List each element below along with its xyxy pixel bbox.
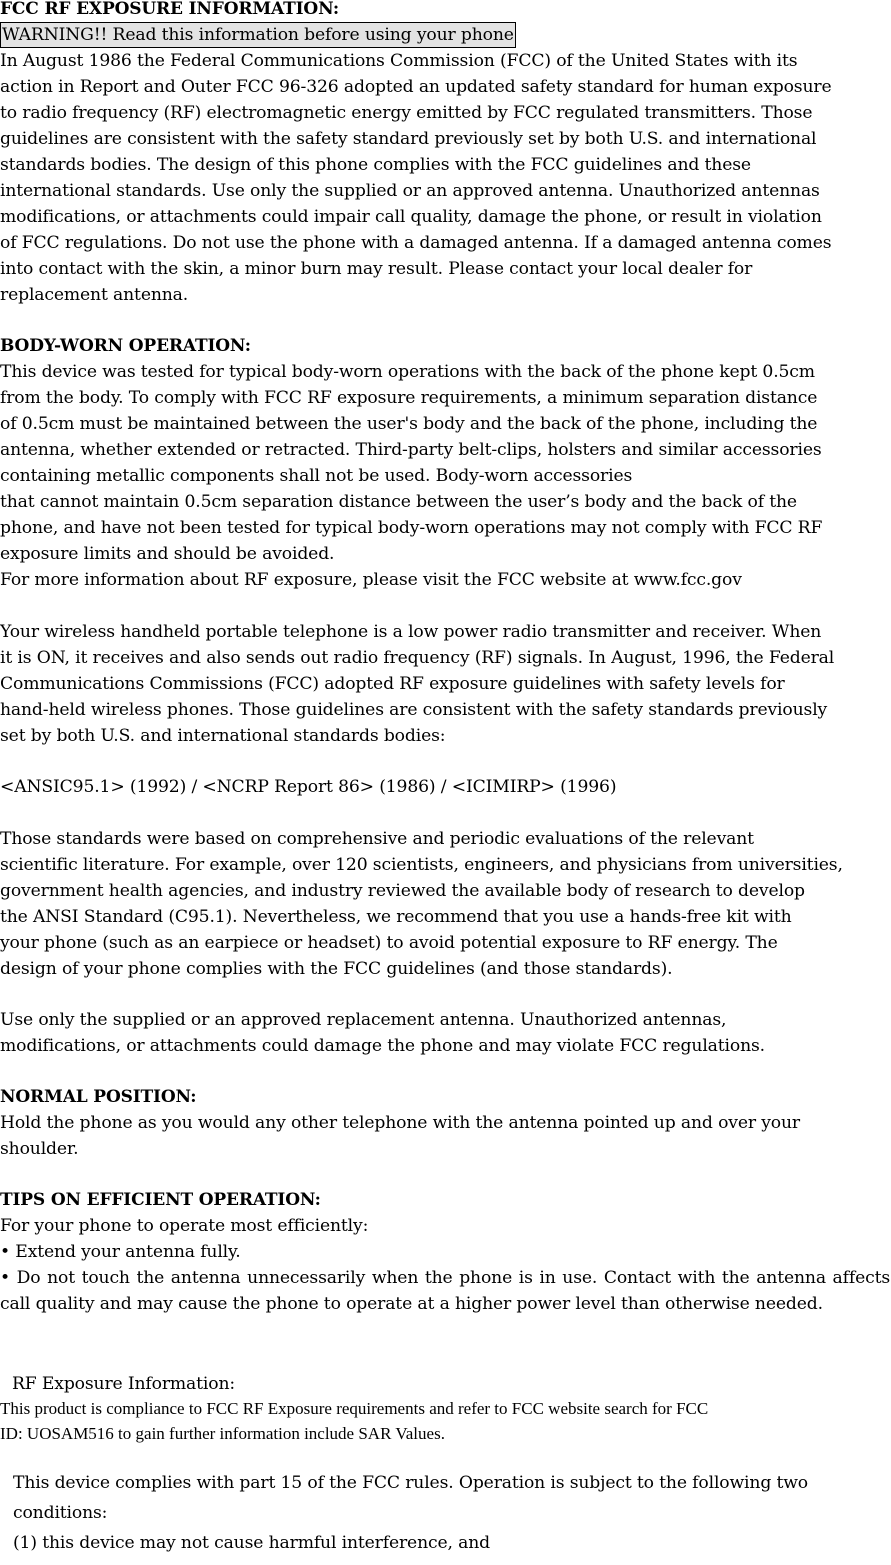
intro-line: of FCC regulations. Do not use the phone with a damaged antenna. If a damaged antenna comes <box>0 233 832 253</box>
tips-heading: TIPS ON EFFICIENT OPERATION: <box>0 1190 321 1210</box>
body-worn-line: phone, and have not been tested for typical body-worn operations may not comply with FCC RF <box>0 518 823 538</box>
standards-line: <ANSIC95.1> (1992) / <NCRP Report 86> (1986) / <ICIMIRP> (1996) <box>0 777 617 797</box>
rf-info-line: This product is compliance to FCC RF Exposure requirements and refer to FCC website search for FCC <box>0 1399 709 1418</box>
tips-bullet: • Extend your antenna fully. <box>0 1242 241 1262</box>
fcc-website-line: For more information about RF exposure, please visit the FCC website at www.fcc.gov <box>0 570 742 590</box>
standards-based-line: your phone (such as an earpiece or headset) to avoid potential exposure to RF energy. The <box>0 933 778 953</box>
body-worn-line: exposure limits and should be avoided. <box>0 544 335 564</box>
standards-based-line: the ANSI Standard (C95.1). Nevertheless, we recommend that you use a hands-free kit with <box>0 907 792 927</box>
body-worn-line: that cannot maintain 0.5cm separation distance between the user’s body and the back of the <box>0 492 797 512</box>
body-worn-line: of 0.5cm must be maintained between the user's body and the back of the phone, including the <box>0 414 818 434</box>
part15-line: (1) this device may not cause harmful interference, and <box>13 1533 490 1553</box>
wireless-line: Communications Commissions (FCC) adopted RF exposure guidelines with safety levels for <box>0 674 785 694</box>
intro-line: guidelines are consistent with the safety standard previously set by both U.S. and international <box>0 129 817 149</box>
normal-position-line: Hold the phone as you would any other telephone with the antenna pointed up and over your <box>0 1113 800 1133</box>
standards-based-line: design of your phone complies with the FCC guidelines (and those standards). <box>0 959 673 979</box>
part15-line: conditions: <box>13 1503 108 1523</box>
warning-box: WARNING!! Read this information before using your phone <box>0 22 516 48</box>
standards-based-line: government health agencies, and industry reviewed the available body of research to develop <box>0 881 805 901</box>
tips-intro: For your phone to operate most efficiently: <box>0 1216 369 1236</box>
body-worn-line: containing metallic components shall not be used. Body-worn accessories <box>0 466 633 486</box>
intro-line: standards bodies. The design of this phone complies with the FCC guidelines and these <box>0 155 751 175</box>
wireless-line: Your wireless handheld portable telephone is a low power radio transmitter and receiver. When <box>0 622 822 642</box>
intro-line: to radio frequency (RF) electromagnetic energy emitted by FCC regulated transmitters. Those <box>0 103 813 123</box>
fcc-heading: FCC RF EXPOSURE INFORMATION: <box>0 0 340 19</box>
tips-bullet: • Do not touch the antenna unnecessarily when the phone is in use. Contact with the antenna affects call quality and may cause the phone to operate at a higher power level than otherwise needed. <box>0 1268 890 1314</box>
standards-based-line: Those standards were based on comprehensive and periodic evaluations of the relevant <box>0 829 754 849</box>
normal-position-heading: NORMAL POSITION: <box>0 1087 197 1107</box>
standards-based-line: scientific literature. For example, over 120 scientists, engineers, and physicians from universities, <box>0 855 843 875</box>
rf-info-title: RF Exposure Information: <box>12 1374 236 1394</box>
intro-line: action in Report and Outer FCC 96-326 adopted an updated safety standard for human exposure <box>0 77 832 97</box>
wireless-line: it is ON, it receives and also sends out radio frequency (RF) signals. In August, 1996, the Federal <box>0 648 835 668</box>
warning-line <box>0 22 516 48</box>
intro-line: international standards. Use only the supplied or an approved antenna. Unauthorized antennas <box>0 181 820 201</box>
body-worn-heading: BODY-WORN OPERATION: <box>0 336 251 356</box>
intro-line: modifications, or attachments could impair call quality, damage the phone, or result in violation <box>0 207 822 227</box>
body-worn-line: from the body. To comply with FCC RF exposure requirements, a minimum separation distance <box>0 388 818 408</box>
wireless-line: set by both U.S. and international standards bodies: <box>0 726 446 746</box>
intro-line: replacement antenna. <box>0 285 189 305</box>
use-only-line: modifications, or attachments could damage the phone and may violate FCC regulations. <box>0 1036 765 1056</box>
intro-line: In August 1986 the Federal Communications Commission (FCC) of the United States with its <box>0 51 798 71</box>
part15-line: This device complies with part 15 of the FCC rules. Operation is subject to the following two <box>13 1473 808 1493</box>
use-only-line: Use only the supplied or an approved replacement antenna. Unauthorized antennas, <box>0 1010 727 1030</box>
intro-line: into contact with the skin, a minor burn may result. Please contact your local dealer for <box>0 259 753 279</box>
rf-info-line: ID: UOSAM516 to gain further information include SAR Values. <box>0 1424 445 1443</box>
body-worn-line: This device was tested for typical body-worn operations with the back of the phone kept 0.5cm <box>0 362 815 382</box>
normal-position-line: shoulder. <box>0 1139 79 1159</box>
body-worn-line: antenna, whether extended or retracted. Third-party belt-clips, holsters and similar accessories <box>0 440 822 460</box>
wireless-line: hand-held wireless phones. Those guidelines are consistent with the safety standards previously <box>0 700 828 720</box>
